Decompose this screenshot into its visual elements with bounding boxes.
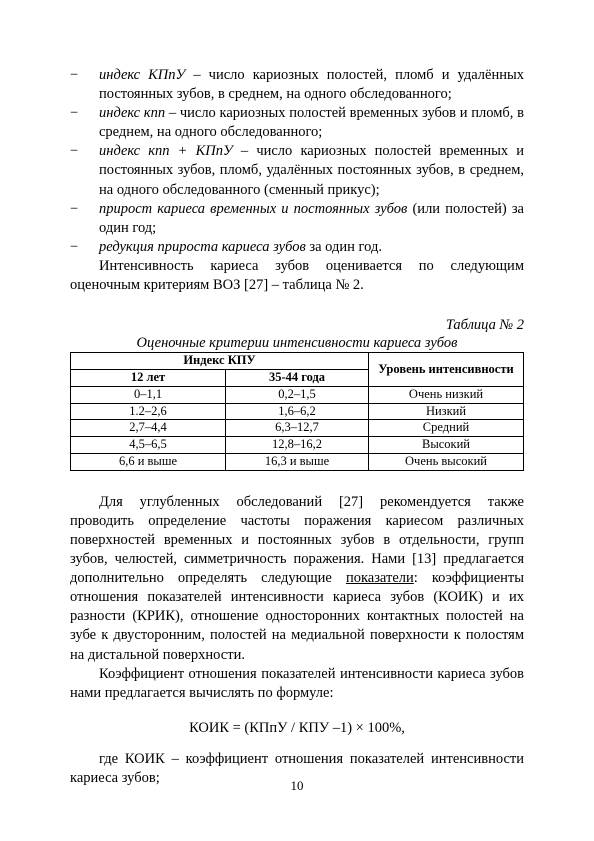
dash-bullet: − <box>70 143 79 160</box>
table-cell: 2,7–4,4 <box>71 420 226 437</box>
paragraph-text: : коэффициенты отношения показателей интенсивности кариеса зубов (КОИК) и их разности (КРИК), отношение односторонних контактных полостей на зубе к двусторонним, полостей на медиальной поверхности к полостям на дистальной поверхности. <box>70 570 524 663</box>
paragraph-formula-intro: Коэффициент отношения показателей интенсивности кариеса зубов нами предлагается вычислять по формуле: <box>70 665 524 701</box>
list-text: – число кариозных полостей временных зубов и пломб, в среднем, на одного обследованного; <box>99 105 524 141</box>
page-content <box>70 66 524 788</box>
table-row <box>71 386 524 403</box>
table-cell: 6,3–12,7 <box>226 420 369 437</box>
list-text: – число кариозных полостей временных и постоянных зубов, пломб, удалённых постоянных зубов, в среднем, на одного обследованного (сменный прикус); <box>99 143 524 198</box>
definition-list <box>70 66 524 257</box>
table-cell: 6,6 и выше <box>71 454 226 471</box>
formula: КОИК = (КПпУ / КПУ –1) × 100%, <box>189 719 405 736</box>
table-cell: Средний <box>369 420 524 437</box>
table-row <box>71 420 524 437</box>
intro-paragraph: Интенсивность кариеса зубов оценивается по следующим оценочным критериям ВОЗ [27] – таблица № 2. <box>70 257 524 294</box>
header-35-44-years: 35-44 года <box>226 370 369 387</box>
table-cell: 1.2–2,6 <box>71 403 226 420</box>
list-item <box>70 142 524 199</box>
table-cell: Очень низкий <box>369 386 524 403</box>
paragraph-text: Для углубленных обследований [27] рекомендуется также проводить определение частоты поражения кариесом различных поверхностей временных и постоянных зубов в отдельности, групп зубов, челюстей, симметричность поражения. Нами [13] предлагается дополнительно определять следующие <box>70 493 524 587</box>
table-cell: Очень высокий <box>369 454 524 471</box>
table-row <box>71 437 524 454</box>
list-item <box>70 104 524 142</box>
list-term: прирост кариеса временных и постоянных зубов <box>99 200 408 217</box>
criteria-table <box>70 352 524 471</box>
header-12-years: 12 лет <box>71 370 226 387</box>
list-term: редукция прироста кариеса зубов <box>99 238 306 255</box>
table-cell: Низкий <box>369 403 524 420</box>
list-term: индекс КПпУ <box>99 67 186 83</box>
underlined-term: показатели <box>345 570 414 587</box>
dash-bullet: − <box>70 200 79 217</box>
table-cell: 0–1,1 <box>71 386 226 403</box>
table-cell: Высокий <box>369 437 524 454</box>
header-kpu-index: Индекс КПУ <box>71 353 369 370</box>
page-number: 10 <box>290 778 304 793</box>
table-title: Оценочные критерии интенсивности кариеса зубов <box>136 335 458 352</box>
table-row <box>71 403 524 420</box>
list-item <box>70 200 524 238</box>
list-term: индекс кпп + КПпУ <box>99 143 233 160</box>
dash-bullet: − <box>70 67 79 83</box>
table-cell: 4,5–6,5 <box>71 437 226 454</box>
table-cell: 0,2–1,5 <box>226 386 369 403</box>
list-term: индекс кпп <box>99 105 166 122</box>
header-level: Уровень интенсивности <box>369 353 524 387</box>
list-item <box>70 238 524 257</box>
table-row <box>71 454 524 471</box>
paragraph-indicators <box>70 493 524 665</box>
table-number: Таблица № 2 <box>445 317 524 334</box>
dash-bullet: − <box>70 238 79 255</box>
table-cell: 1,6–6,2 <box>226 403 369 420</box>
list-item <box>70 66 524 104</box>
list-text: – число кариозных полостей, пломб и удалённых постоянных зубов, в среднем, на одного обследованного; <box>99 67 524 103</box>
table-cell: 16,3 и выше <box>226 454 369 471</box>
table-header-row <box>71 353 524 370</box>
list-text: за один год. <box>305 238 382 255</box>
list-text: (или полостей) за один год; <box>99 200 524 236</box>
dash-bullet: − <box>70 105 79 122</box>
paragraph-definition: где КОИК – коэффициент отношения показателей интенсивности кариеса зубов; <box>70 750 524 787</box>
table-cell: 12,8–16,2 <box>226 437 369 454</box>
